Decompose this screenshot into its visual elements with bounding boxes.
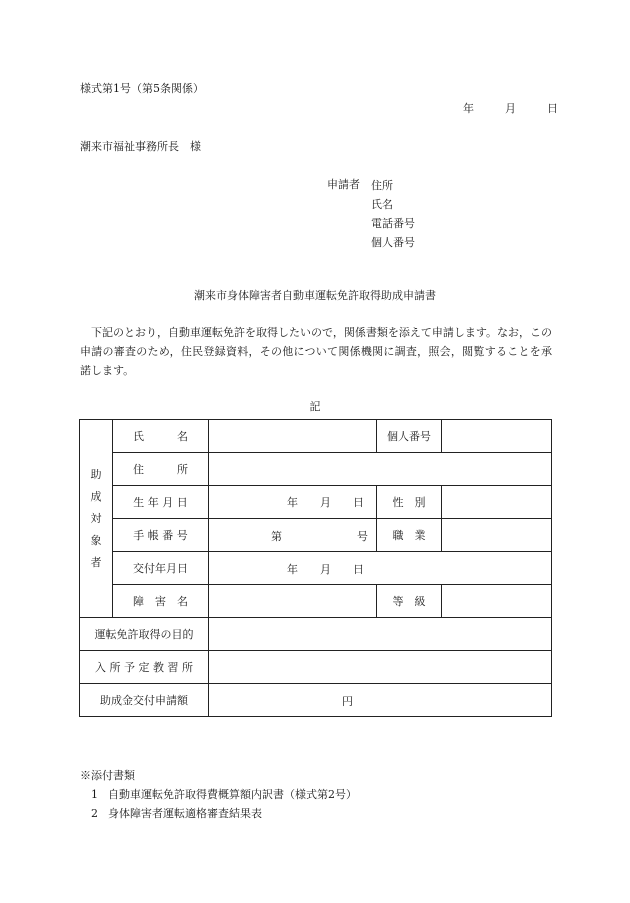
birthdate-label: 生 年 月 日	[113, 486, 209, 519]
table-row	[80, 684, 552, 717]
ki-heading: 記	[309, 400, 321, 413]
table-row	[80, 420, 552, 453]
amount-unit: 円	[342, 695, 353, 708]
school-label: 入 所 予 定 教 習 所	[80, 651, 209, 684]
birthdate-value-cell[interactable]: 年 月 日	[209, 486, 377, 519]
attachments-list	[91, 785, 357, 823]
attachments-heading: ※添付書類	[80, 769, 135, 782]
date-year: 年	[463, 102, 474, 115]
personal-number-value-cell[interactable]	[442, 420, 552, 453]
document-title: 潮来市身体障害者自動車運転免許取得助成申請書	[194, 289, 436, 302]
list-item	[91, 804, 357, 823]
attachment-number: 1	[91, 788, 98, 801]
list-item	[91, 785, 357, 804]
address-label: 住 所	[113, 453, 209, 486]
gender-value-cell[interactable]	[442, 486, 552, 519]
issue-date-value-cell[interactable]	[209, 552, 552, 585]
school-value-cell[interactable]	[209, 651, 552, 684]
date-day: 日	[547, 102, 558, 115]
name-label: 氏 名	[113, 420, 209, 453]
attachment-text: 自動車運転免許取得費概算額内訳書（様式第2号）	[108, 788, 357, 801]
occupation-label: 職 業	[377, 519, 442, 552]
table-row	[80, 519, 552, 552]
disability-value-cell[interactable]	[209, 585, 377, 618]
table-row	[80, 486, 552, 519]
notebook-value-cell[interactable]	[209, 519, 377, 552]
notebook-prefix: 第	[271, 530, 282, 543]
personal-number-label: 個人番号	[377, 420, 442, 453]
applicant-address-field: 住所	[371, 179, 393, 192]
amount-label: 助成金交付申請額	[80, 684, 209, 717]
address-value-cell[interactable]	[209, 453, 552, 486]
addressee: 潮来市福祉事務所長 様	[80, 140, 201, 153]
application-table	[79, 419, 552, 717]
purpose-value-cell[interactable]	[209, 618, 552, 651]
amount-value-cell[interactable]	[209, 684, 552, 717]
applicant-phone-field: 電話番号	[371, 217, 415, 230]
applicant-fields	[371, 176, 415, 252]
table-row	[80, 651, 552, 684]
table-row	[80, 453, 552, 486]
attachment-text: 身体障害者運転適格審査結果表	[108, 807, 262, 820]
body-paragraph: 下記のとおり，自動車運転免許を取得したいので，関係書類を添えて申請します。なお，この申請の審査のため，住民登録資料，その他について関係機関に調査，照会，閲覧することを承諾します。	[80, 326, 552, 377]
date-month: 月	[505, 102, 516, 115]
grade-label: 等 級	[377, 585, 442, 618]
table-row	[80, 552, 552, 585]
purpose-label: 運転免許取得の目的	[80, 618, 209, 651]
applicant-personal-number-field: 個人番号	[371, 236, 415, 249]
attachment-number: 2	[91, 807, 98, 820]
grade-value-cell[interactable]	[442, 585, 552, 618]
notebook-suffix: 号	[357, 530, 368, 543]
group-label-cell: 助 成 対 象 者	[80, 420, 113, 618]
issue-date-label: 交付年月日	[113, 552, 209, 585]
table-row	[80, 585, 552, 618]
applicant-label: 申請者	[327, 178, 360, 191]
disability-label: 障 害 名	[113, 585, 209, 618]
date-line	[463, 100, 558, 116]
occupation-value-cell[interactable]	[442, 519, 552, 552]
gender-label: 性 別	[377, 486, 442, 519]
table-row	[80, 618, 552, 651]
form-number: 様式第1号（第5条関係）	[80, 82, 204, 95]
name-value-cell[interactable]	[209, 420, 377, 453]
notebook-label: 手 帳 番 号	[113, 519, 209, 552]
issue-date-value: 年 月 日	[287, 563, 364, 576]
applicant-name-field: 氏名	[371, 198, 393, 211]
